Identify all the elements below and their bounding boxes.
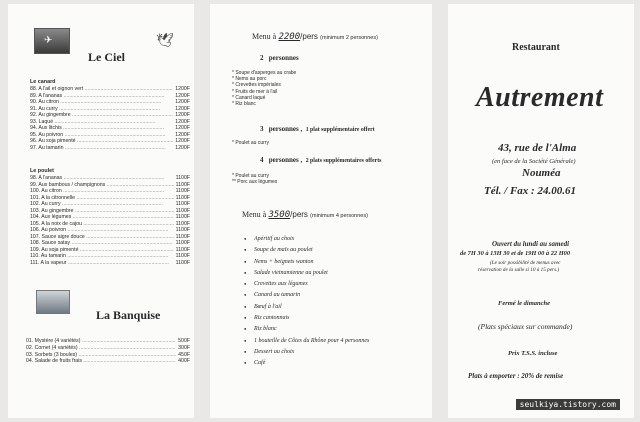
menu-item-name: 111. A la vapeur ..... — [30, 260, 174, 267]
menu-item-price: 450F — [178, 351, 190, 358]
menu-dish-line: * Fruits de mer à l'ail — [232, 88, 278, 95]
hours-note-1: (Le soir possibilité de menus avec — [490, 260, 561, 266]
menu-item-row — [26, 358, 190, 365]
watermark: seulkiya.tistory.com — [516, 399, 620, 410]
group3-label: personnes , — [268, 156, 303, 164]
menu-item-price: 1200F — [175, 138, 190, 144]
group1-count: 2 — [260, 54, 264, 62]
menu-item-row — [26, 338, 190, 345]
menu-item-name: 91. Au curry ..... — [30, 106, 173, 113]
menu-dish-line: * Poulet au curry — [232, 140, 269, 146]
menu-item-name: 90. Au citron ..... — [30, 99, 173, 106]
tax-note: Prix T.S.S. incluse — [508, 350, 558, 357]
menu-item-row — [30, 260, 190, 267]
menu-dish-line: ● Soupe de maïs au poulet — [244, 247, 369, 258]
menu-dish-line: ● Salade vietnamienne au poulet — [244, 270, 369, 281]
menu-item-price: 1100F — [175, 214, 190, 220]
menu1-group1-items — [232, 70, 296, 107]
menu-item-price: 1200F — [175, 105, 190, 112]
menu-item-name: 108. Sauce satay ..... — [30, 240, 174, 247]
menu-item-price: 1200F — [175, 118, 190, 125]
menu-dish-line: * Crevettes impériales — [232, 82, 281, 89]
menu2-heading — [242, 210, 368, 220]
closed-note: Fermé le dimanche — [498, 300, 550, 307]
menu-item-name: 02. Cornet (4 variétés) ..... — [26, 345, 176, 352]
menu-dish-line: * Canard laqué — [232, 94, 266, 101]
bird-logo-icon: 🕊 — [156, 32, 174, 48]
menu-dish-line: ● Canard au tamarin — [244, 292, 369, 303]
group3-extra: 2 plats supplémentaires offerts — [305, 158, 382, 164]
la-banquise-title: La Banquise — [96, 308, 161, 322]
menu-item-price: 1100F — [175, 259, 190, 266]
menu1-unit: /pers — [300, 32, 318, 41]
hours-note-2: réservation de la salle si 10 à 15 pers.) — [478, 267, 560, 273]
group2-label: personnes , — [268, 125, 303, 133]
menu-item-price: 1200F — [175, 112, 190, 118]
menu-item-name: 100. Au citron ..... — [30, 188, 174, 195]
menu-item-name: 93. Laqué ..... — [30, 119, 173, 126]
menu-dish-line: * Riz blanc — [232, 101, 256, 108]
menu-item-price: 500F — [178, 338, 190, 344]
menu2-note: (minimum 4 personnes) — [310, 213, 368, 219]
menu-item-name: 03. Sorbets (3 boules) ..... — [26, 352, 176, 359]
iceberg-photo — [36, 290, 70, 314]
menu-dish-line: ● 1 bouteille de Côtes du Rhône pour 4 personnes — [244, 338, 369, 349]
menu-item-name: 104. Aux légumes ..... — [30, 214, 174, 221]
menu-item-price: 1200F — [175, 99, 190, 105]
menu-item-name: 106. Au poivron ..... — [30, 227, 174, 234]
restaurant-label: Restaurant — [512, 42, 560, 53]
menu-dish-line: ● Apéritif au choix — [244, 236, 369, 247]
menu-item-price: 1100F — [175, 227, 190, 233]
menu-item-name: 99. Aux bambous / champignons ..... — [30, 182, 174, 189]
address: 43, rue de l'Alma — [498, 142, 577, 154]
menu-item-price: 400F — [178, 358, 190, 365]
takeaway-note: Plats à emporter : 20% de remise — [468, 372, 564, 380]
menu-item-name: 102. Au curry ..... — [30, 201, 174, 208]
menu2-price: 3500 — [268, 210, 291, 220]
group2-count: 3 — [260, 125, 264, 133]
menu1-price: 2200 — [278, 32, 301, 42]
menu-item-row — [26, 345, 190, 352]
menu1-note: (minimum 2 personnes) — [320, 35, 378, 41]
menu-dish-line: ● Crevettes aux légumes — [244, 281, 369, 292]
phone: Tél. / Fax : 24.00.61 — [484, 185, 576, 197]
menu-dish-line: ● Riz blanc — [244, 326, 369, 337]
menu1-group1-heading — [260, 54, 299, 62]
left-panel — [8, 4, 194, 418]
menu-dish-line: ** Porc aux légumes — [232, 179, 278, 186]
menu1-group3-items — [232, 173, 277, 185]
menu-item-price: 1100F — [175, 246, 190, 253]
menu-item-price: 1200F — [175, 131, 190, 138]
menu-item-name: 109. Au soja pimenté ..... — [30, 247, 174, 254]
le-ciel-title: Le Ciel — [88, 50, 125, 64]
menu2-label: Menu à — [242, 210, 267, 219]
menu-dish-line: ● Riz cantonnais — [244, 315, 369, 326]
menu-item-name: 101. A la citronnelle ..... — [30, 195, 174, 202]
menu-dish-line: * Poulet au curry — [232, 173, 269, 179]
address-note: (en face de la Société Générale) — [492, 158, 576, 165]
menu-item-price: 1100F — [175, 188, 190, 194]
special-note: (Plats spéciaux sur commande) — [478, 322, 573, 331]
menu-item-name: 110. Au tamarin ..... — [30, 253, 174, 260]
menu-item-price: 1100F — [175, 175, 190, 181]
hours-title: Ouvert du lundi au samedi — [492, 240, 570, 248]
menu2-unit: /pers — [290, 210, 308, 219]
menu-item-name: 01. Mystère (4 variétés) ..... — [26, 338, 176, 345]
city: Nouméa — [522, 167, 561, 179]
menu-item-name: 04. Salade de fruits frais ..... — [26, 358, 176, 365]
menu-item-name: 94. Aux litchis ..... — [30, 125, 173, 132]
menu-item-price: 1200F — [175, 86, 190, 92]
menu-item-name: 97. Au tamarin ..... — [30, 145, 173, 152]
menu-item-price: 1200F — [175, 144, 190, 151]
menu-item-price: 300F — [178, 344, 190, 351]
menu1-label: Menu à — [252, 32, 277, 41]
category-poulet: Le poulet — [30, 168, 54, 174]
menu-dish-line: * Nems au porc — [232, 76, 267, 83]
menu-item-row — [26, 352, 190, 359]
menu-dish-line: ● Dessert au choix — [244, 349, 369, 360]
middle-panel — [210, 4, 432, 418]
menu2-items — [244, 236, 369, 372]
menu-item-price: 1100F — [175, 233, 190, 240]
menu-item-price: 1100F — [175, 201, 190, 207]
menu1-heading — [252, 32, 378, 42]
menu-item-name: 107. Sauce aigre douce ..... — [30, 234, 174, 241]
menu-item-price: 1200F — [175, 125, 190, 131]
menu-item-name: 95. Au poivron ..... — [30, 132, 173, 139]
hours: de 7H 30 à 13H 30 et de 19H 00 à 22 H00 — [460, 250, 571, 257]
right-panel — [448, 4, 634, 418]
menu-item-price: 1100F — [175, 220, 190, 227]
menu-item-name: 96. Au soja pimenté ..... — [30, 138, 173, 145]
menu-item-price: 1100F — [175, 181, 190, 188]
category-canard: Le canard — [30, 79, 56, 85]
airplane-icon: ✈ — [44, 35, 53, 46]
menu-item-name: 92. Au gingembre ..... — [30, 112, 173, 119]
menu-dish-line: * Soupe d'asperges au crabe — [232, 70, 297, 76]
menu-item-price: 1100F — [175, 194, 190, 201]
menu1-group3-heading — [260, 156, 381, 164]
menu-item-row — [30, 145, 190, 152]
menu-item-price: 1100F — [175, 253, 190, 259]
menu-dish-line: ● Nems + beignets wanton — [244, 259, 369, 270]
menu1-group2-items — [232, 140, 269, 146]
group2-extra: 1 plat supplémentaire offert — [305, 127, 375, 133]
menu-item-price: 1100F — [175, 207, 190, 214]
menu-dish-line: ● Bœuf à l'ail — [244, 304, 369, 315]
menu-item-name: 103. Au gingembre ..... — [30, 208, 174, 215]
menu-dish-line: ● Café — [244, 360, 369, 371]
menu-item-price: 1100F — [175, 240, 190, 246]
menu-item-price: 1200F — [175, 92, 190, 99]
restaurant-name: Autrement — [476, 82, 604, 113]
menu1-group2-heading — [260, 125, 375, 133]
menu-item-name: 105. A la noix de cajou ..... — [30, 221, 174, 228]
group1-label: personnes — [268, 54, 299, 62]
menu-item-name: 98. A l'ananas ..... — [30, 175, 174, 182]
group3-count: 4 — [260, 156, 264, 164]
menu-item-name: 88. A l'ail et oignon vert ..... — [30, 86, 173, 93]
menu-item-name: 89. A l'ananas ..... — [30, 93, 173, 100]
